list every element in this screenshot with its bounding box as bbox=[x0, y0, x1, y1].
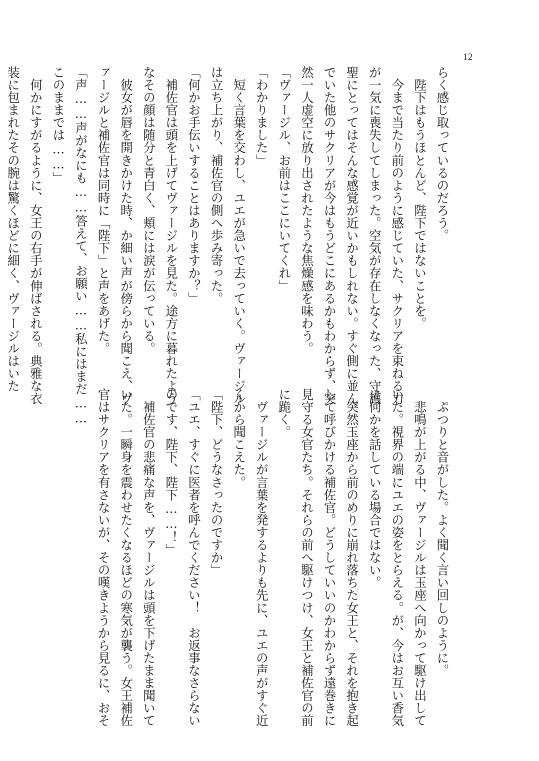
text-line: に跪く。 bbox=[276, 388, 292, 439]
text-line: 悲鳴が上がる中、ヴァージルは玉座へ向かって駆け出して bbox=[412, 388, 428, 727]
text-line: いた。視界の端にユエの姿をとらえる。が、今はお互い香気 bbox=[389, 388, 405, 727]
text-line: いた。一瞬身を震わせたくなるほどの寒気が襲う。女王補佐 bbox=[118, 388, 134, 727]
text-line: でいた他のサクリアが今はもうどこにあるかもわからず、突 bbox=[322, 66, 338, 405]
text-line: 彼女が唇を開きかけた時、か細い声が傍らから聞こえ、ヴ bbox=[118, 66, 134, 405]
text-line: 官はサクリアを有さないが、その嘆きようから見るに、おそ bbox=[96, 388, 112, 727]
text-line: ァージルと補佐官は同時に「陛下」と声をあげた。 bbox=[96, 66, 112, 355]
text-line: なその顔は随分と青白く、頬には涙が伝っている。 bbox=[141, 66, 157, 355]
text-line: のです、陛下、陛下……！」 bbox=[163, 388, 179, 557]
text-line: 補佐官は頭を上げてヴァージルを見た。途方に暮れたよう bbox=[163, 66, 179, 405]
text-line: らく感じ取っているのだろう。 bbox=[435, 66, 450, 242]
text-line: このままでは……」 bbox=[50, 66, 66, 185]
text-line: 補佐官の悲痛な声を、ヴァージルは頭を下げたまま聞いて bbox=[141, 388, 157, 727]
text-line: 見守る女官たち。それらの前へ駆けつけ、女王と補佐官の前 bbox=[299, 388, 315, 727]
text-line bbox=[0, 66, 1, 366]
text-line: ヴァージルが言葉を発するよりも先に、ユエの声がすぐ近 bbox=[254, 388, 270, 727]
text-line: 「何かお手伝いすることはありますか？」 bbox=[186, 66, 202, 305]
text-line: 聖にとってはそんな感覚が近いかもしれない。すぐ側に並ん bbox=[344, 66, 360, 405]
lower-text-block bbox=[92, 388, 454, 727]
text-line: 「陛下、どうなさったのですか」 bbox=[209, 388, 225, 577]
text-line: 突然玉座から前のめりに崩れ落ちた女王と、それを抱き起 bbox=[344, 388, 360, 727]
text-line: は立ち上がり、補佐官の側へ歩み寄った。 bbox=[209, 66, 225, 305]
text-line: くから聞こえた。 bbox=[231, 388, 247, 489]
text-line: 短く言葉を交わし、ユエが急いで去っていく。ヴァージル bbox=[231, 66, 247, 405]
text-line: 何かにすがるように、女王の右手が伸ばされる。典雅な衣 bbox=[28, 66, 44, 405]
text-line: 陛下はもうほとんど、陛下ではないことを。 bbox=[412, 66, 428, 330]
text-line: ぷつりと音がした。よく聞く言い回しのように。 bbox=[435, 388, 450, 677]
text-line: 今まで当たり前のように感じていた、サクリアを束ねる力 bbox=[389, 66, 405, 405]
text-line: 然一人虚空に放り出されたような焦燥感を味わう。 bbox=[299, 66, 315, 355]
text-line: 装に包まれたその腕は驚くほどに細く、ヴァージルはいた bbox=[5, 66, 21, 393]
text-line: に何かを話している場合ではない。 bbox=[367, 388, 383, 589]
text-line: 「わかりました」 bbox=[254, 66, 270, 167]
text-line: 「ユエ、すぐに医者を呼んでください！ お返事なさらない bbox=[186, 388, 202, 727]
text-line: が一気に喪失してしまった。空気が存在しなくなった、守護 bbox=[367, 66, 383, 405]
page-number: 12 bbox=[463, 52, 473, 62]
text-line: して呼びかける補佐官。どうしていいのかわからず遠巻きに bbox=[322, 388, 338, 727]
text-line: 「声……声がなにも……答えて、お願い……私にはまだ…… bbox=[73, 66, 89, 426]
text-line: 「ヴァージル、お前はここにいてくれ」 bbox=[276, 66, 292, 292]
